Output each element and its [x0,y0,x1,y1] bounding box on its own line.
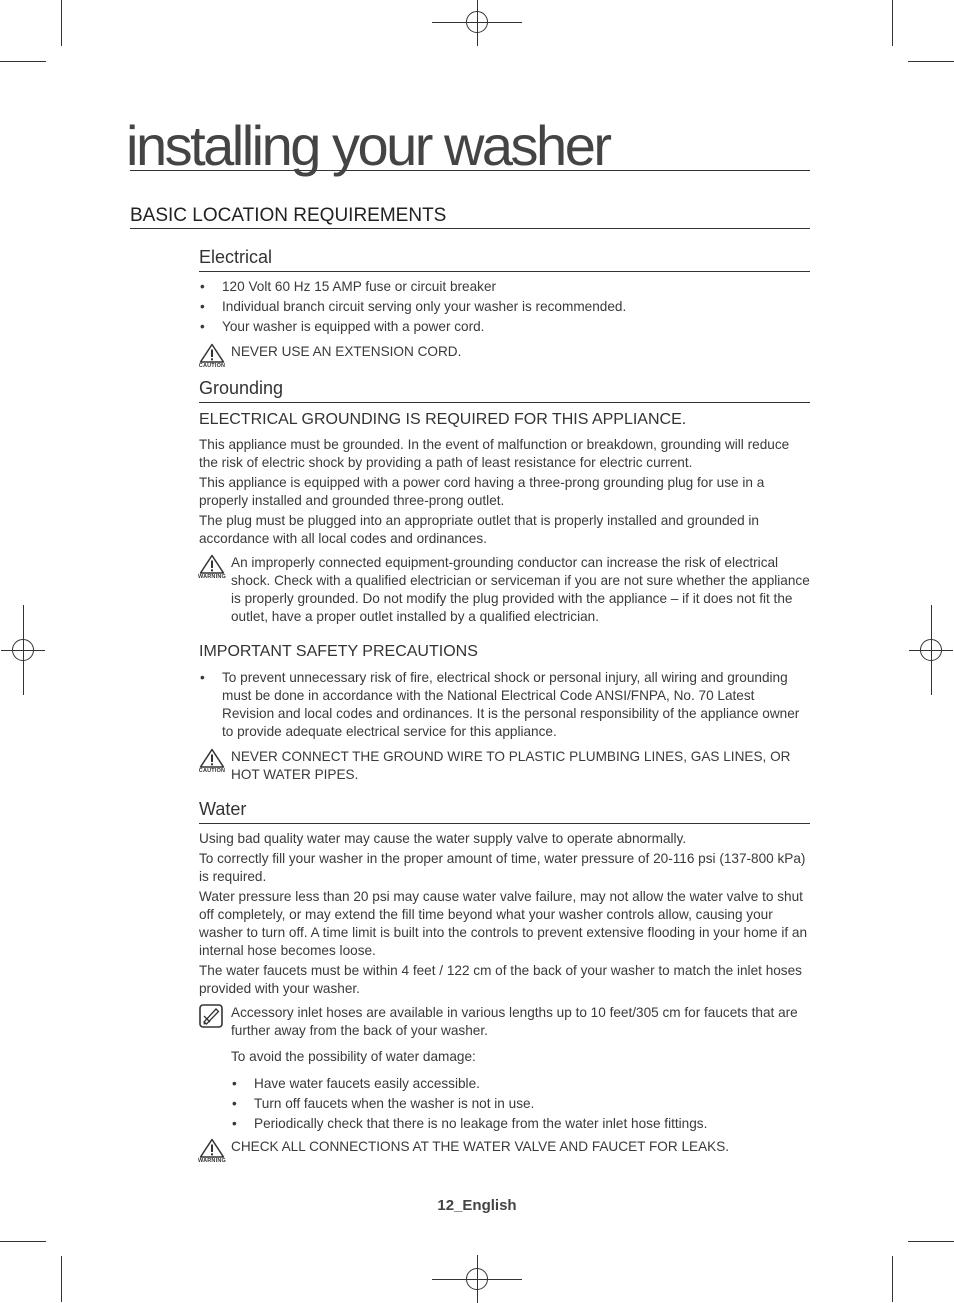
water-paragraph: The water faucets must be within 4 feet / 122 cm of the back of your washer to match the inlet hoses provided with your washer. [199,963,802,996]
grounding-paragraph: The plug must be plugged into an appropriate outlet that is properly installed and grounded in accordance with all local codes and ordinances. [199,513,759,546]
main-content [198,244,810,1164]
note-list [231,1075,810,1133]
warning-label: WARNING [198,574,226,580]
safety-heading: IMPORTANT SAFETY PRECAUTIONS [199,643,478,660]
water-heading: Water [199,796,810,824]
list-item: • 120 Volt 60 Hz 15 AMP fuse or circuit breaker [199,278,810,296]
water-paragraph: Water pressure less than 20 psi may cause water valve failure, may not allow the water valve to shut off completely, or may extend the fill time beyond what your washer controls allow, causing your washer to turn off. A time limit is built into the controls to prevent extensive flooding in your home if an internal hose becomes loose. [199,889,808,958]
caution-notice [199,748,810,784]
warning-notice [199,554,810,626]
note-intro: To avoid the possibility of water damage: [231,1049,476,1064]
grounding-paragraph: This appliance is equipped with a power cord having a three-prong grounding plug for use in a properly installed and grounded three-prong outlet. [199,475,765,508]
warning-text: An improperly connected equipment-grounding conductor can increase the risk of electrical shock. Check with a qualified electrician or serviceman if you are not sure whether the appliance is properly grounded. Do not modify the plug provided with the appliance – if it does not fit the outlet, have a proper outlet installed by a qualified electrician. [231,555,810,624]
crop-mark [908,61,954,62]
caution-text: NEVER CONNECT THE GROUND WIRE TO PLASTIC PLUMBING LINES, GAS LINES, OR HOT WATER PIPES. [231,749,791,782]
list-item: • Turn off faucets when the washer is not in use. [231,1095,810,1113]
list-item: • Your washer is equipped with a power cord. [199,318,810,336]
page-title-block [126,114,810,177]
warning-label: WARNING [198,1158,226,1164]
grounding-subheading: ELECTRICAL GROUNDING IS REQUIRED FOR THIS APPLIANCE. [199,411,687,428]
crop-mark [61,0,62,46]
safety-list [199,669,810,741]
note-pencil-icon [199,1004,223,1028]
crop-mark [892,1256,893,1302]
caution-label: CAUTION [198,363,226,369]
electrical-list [199,278,810,336]
warning-triangle-icon [196,1138,228,1166]
section-title: BASIC LOCATION REQUIREMENTS [130,205,447,226]
list-item: • To prevent unnecessary risk of fire, electrical shock or personal injury, all wiring and grounding must be done in accordance with the National Electrical Code ANSI/FNPA, No. 70 Latest Revision and local codes and ordinances. It is the personal responsibility of the appliance owner to provide adequate electrical service for this appliance. [199,669,810,741]
water-paragraph: Using bad quality water may cause the water supply valve to operate abnormally. [199,831,687,846]
list-item: • Individual branch circuit serving only your washer is recommended. [199,298,810,316]
page-footer: 12_English [437,1197,517,1214]
grounding-paragraph: This appliance must be grounded. In the event of malfunction or breakdown, grounding will reduce the risk of electric shock by providing a path of least resistance for electric current. [199,437,790,470]
caution-triangle-icon [196,343,228,371]
crop-mark [0,1241,46,1242]
note-block [199,1004,810,1133]
note-text: Accessory inlet hoses are available in various lengths up to 10 feet/305 cm for faucets that are further away from the back of your washer. [231,1005,798,1038]
warning-notice [198,1138,810,1164]
caution-triangle-icon [196,748,228,776]
grounding-heading: Grounding [199,375,810,403]
crop-mark [908,1241,954,1242]
caution-label: CAUTION [198,768,226,774]
list-item: • Have water faucets easily accessible. [231,1075,810,1093]
warning-triangle-icon [196,554,228,582]
caution-text: NEVER USE AN EXTENSION CORD. [231,344,462,359]
crop-mark [0,61,46,62]
list-item: • Periodically check that there is no leakage from the water inlet hose fittings. [231,1115,810,1133]
crop-mark [892,0,893,46]
water-paragraph: To correctly fill your washer in the proper amount of time, water pressure of 20-116 psi (137-800 kPa) is required. [199,851,806,884]
section-title-block [130,203,810,229]
electrical-heading: Electrical [199,244,810,272]
caution-notice [199,343,810,369]
page-title: installing your washer [126,114,610,177]
crop-mark [61,1256,62,1302]
warning-text: CHECK ALL CONNECTIONS AT THE WATER VALVE AND FAUCET FOR LEAKS. [231,1139,730,1154]
